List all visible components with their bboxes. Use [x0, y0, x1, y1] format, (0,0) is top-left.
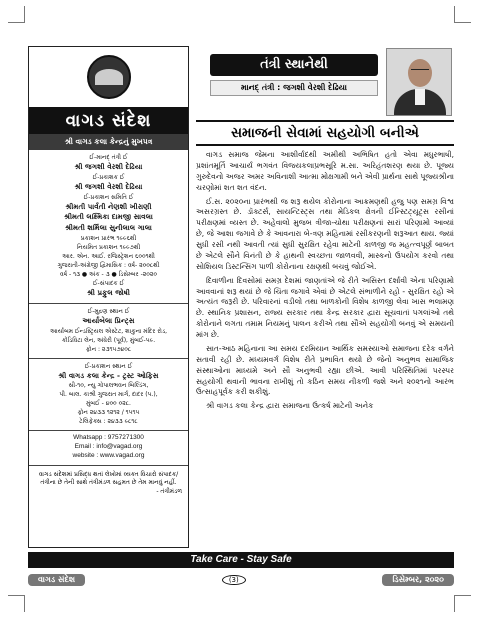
website-link[interactable]: website : www.vagad.org	[72, 451, 145, 459]
person-name: શ્રી જગશી વેરશી દેઢિયા	[74, 162, 143, 171]
person-name: શ્રીમતી શર્મિલા સુનીલાલ ગાલા	[65, 223, 152, 233]
crop-mark-top-right	[454, 6, 471, 23]
article-paragraph: વાગડ સમાજ જેમના આશીર્વાદથી અમીથી અભિષિત હતો એવા મધુરભાષી, પ્રશાંતમૂર્તિ આચાર્ય ભગવંત વિજયકલાપ્રભસૂરિ મ.સા. અરિહંતશરણ થયા છે. પૂજ્ય ગુરુદેવનો અજર અમર અવિનાશી આત્મા મોક્ષગામી બને એવી પ્રાર્થના સાથે પૂજ્યશ્રીના ચરણોમાં શત શત વંદન.	[196, 150, 454, 192]
printer-address: આર્યાબમ ઈન્ડસ્ટ્રિયલ એસ્ટેટ, શાકુના મંદિર રોડ,	[49, 327, 168, 335]
role-label: ઈ-મુદ્રણ સ્થાન ઈ	[87, 307, 130, 315]
role-label: ઈ-સંપાદક ઈ	[92, 279, 125, 287]
disclaimer	[29, 469, 188, 497]
divider	[29, 430, 188, 431]
issue-line: વર્ષ - ૧૩ ● અંક - ૩ ● ડિસેમ્બર -૨૦૨૦	[60, 270, 157, 278]
editorial-header	[196, 46, 454, 118]
article-paragraph: સાત-આઠ મહિનાના આ સમય દરમિયાન આર્થિક સમસ્યાઓ સમાજના દરેક વર્ગને સતાવી રહી છે. મધ્યમવર્ગ વિશેષ રીતે પ્રભાવિત થયો છે જેનો અનુભવ સામાજિક સંસ્થાઓના માધ્યમે અને સૌ અનુભવી રહ્યા છીએ. આવી પરિસ્થિતિમાં પરસ્પર સહયોગી થવાની ભાવના રાખીશું તો કઠિન સમય નીકળી જશે અને ૨૦૨૧નો આરંભ ઉત્સાહપૂર્વક કરી શકીશું.	[196, 343, 454, 397]
footer-publication: વાગડ સંદેશ	[28, 574, 85, 586]
registration-line: નિયમિત પ્રકાશન ૧૯૯૭થી	[76, 243, 141, 251]
vagad-emblem-icon	[87, 55, 131, 99]
whatsapp-contact: Whatsapp : 9757271300	[73, 434, 144, 442]
registration-line: પ્રકાશન પ્રારંભ ૧૯૯૬થી	[80, 234, 137, 242]
divider	[29, 303, 188, 304]
masthead-title: વાગડ સંદેશ	[29, 107, 188, 134]
article-title: સમાજની સેવામાં સહયોગી બનીએ	[196, 120, 454, 146]
article-paragraph: દિવાળીના દિવસોમાં સમગ્ર દેશમાં જાણતાંએ જે રીતે અસિસ્ત દર્શાવી એના પરિણામો આવવાનાં શરૂ થયાં છે જે ચિંતા જગાવે એવાં છે એટલે સંભાળીને રહો - સુરક્ષિત રહો એ અત્યંત જરૂરી છે. પરિવારનાં વડીલો તથા બાળકોની વિશેષ કાળજી લેવા ખાસ ભલામણ છે. સ્થાનિક પ્રશાસન, રાજ્ય સરકાર તથા કેન્દ્ર સરકાર દ્વારા સૂચવાતાં પગલાંઓ તથે કોરોનાને લગતા તમામ નિયમનું પાલન કરીએ તથા સૌએ સહયોગી બનવું એ સમયની માંગ છે.	[196, 275, 454, 339]
person-name: શ્રી પ્રફુલ જોષી	[87, 287, 130, 297]
masthead-panel	[28, 46, 189, 548]
slogan-band: Take Care - Stay Safe	[28, 552, 454, 568]
printer-phone: ફોન : ૨૩૧૫૭૪૦૮	[85, 345, 132, 353]
role-label: ઈ-પ્રકાશન સમિતિ ઈ	[83, 193, 134, 201]
office-fax: ટેલિફેક્સ : ૨૪૩૩ ૯૮૧૮	[79, 418, 138, 426]
person-name: શ્રી જગશી વેરશી દેઢિયા	[74, 181, 143, 191]
editor-credit: માનદ્ તંત્રી : જગશી વેરશી દેઢિયા	[210, 80, 378, 96]
office-phone: ફોન ૨૪૩૩ ૧૨૧૨ / ૧૫૧૫	[77, 409, 140, 417]
crop-mark-top-left	[8, 6, 25, 23]
article-paragraph: ઈ.સ. ૨૦૨૦ના પ્રારંભથી જ શરૂ થયેલ કોરોનાના આક્રમણથી હજુ પણ સમગ્ર વિશ્વ અસરગ્રસ્ત છે. ડૉક્ટર્સ, સાયન્ટિસ્ટ્સ તથા મેડિકલ ક્ષેત્રની ઈન્સ્ટિટ્યૂટ્સ રસીનાં પરીક્ષણમાં વ્યસ્ત છે. અહેવાલો મુજબ ત્રીજા-ચોથા પરીક્ષણનાં સારાં પરિણામો આવ્યાં છે, જે આશા જગાવે છે કે આવનારા બે-ત્રણ મહિનામાં રસીકરણની શરૂઆત થાય. જ્યાં સુધી રસી નથી આવતી ત્યાં સુધી સુરક્ષિત રહેવા માટેની કાળજી જ મહત્ત્વપૂર્ણ બાબત છે એટલે સૌને વિનંતી છે કે હાથની સ્વચ્છતા જાળવવી, માસ્કનો ઉપયોગ કરવો તથા સોશિયલ ડિસ્ટન્સિંગ પાળી કોરોનાના રક્ષણથી બચવું જોઈએ.	[196, 196, 454, 271]
disclaimer-text: વાગડ સંદેશમાં પ્રસિદ્ધ થતાં લેખોમાં વ્યક્ત વિચારો સંપાદક/તંત્રીના છે તેની સાથે તંત્રીમંડળ સહમત છે તેમ માનવું નહીં.	[38, 470, 179, 487]
role-label: ઈ-માનદ્ તંત્રી ઈ	[89, 154, 128, 161]
crop-mark-bottom-left	[8, 595, 25, 612]
footer-date: ડિસેમ્બર, ૨૦૨૦	[382, 574, 454, 586]
person-name: શ્રીમતી લક્ષ્મિકા દામજી સાવલા	[64, 212, 153, 222]
person-name: શ્રીમતી પાર્વતી નેણશી ખીરાણી	[65, 201, 152, 211]
divider	[29, 465, 188, 466]
publication-info	[29, 150, 188, 466]
page-footer	[28, 572, 454, 588]
photo-collar	[415, 89, 425, 105]
article-paragraph: શ્રી વાગડ કલા કેન્દ્ર દ્વારા સમાજના ઉત્કર્ષ માટેની અનેક	[206, 401, 374, 411]
printer-name: આર્યાબેલા પ્રિન્ટ્સ	[82, 315, 135, 325]
crop-mark-bottom-right	[454, 595, 471, 612]
role-label: ઈ-પ્રકાશન સ્થાન ઈ	[84, 362, 133, 370]
masthead-subtitle: શ્રી વાગડ કલા કેન્દ્રનું મુખપત્ર	[29, 134, 188, 150]
disclaimer-signature: - તંત્રીમંડળ	[156, 488, 182, 496]
registration-line: ગુજરાતી-અંગ્રેજી દ્વિમાસિક : વર્ષ- ૨૦૦૮થી	[57, 261, 160, 269]
logo-area	[29, 47, 188, 107]
article-body	[196, 150, 454, 412]
editor-photo	[386, 48, 452, 116]
editorial-banner: તંત્રી સ્થાનેથી	[210, 54, 378, 76]
office-name: શ્રી વાગડ કલા કેન્દ્ર - ટ્રસ્ટ ઓફિસ	[58, 370, 159, 380]
photo-spectacles	[411, 69, 429, 74]
office-address: પી. બાલ. કાશ્રી ગુજરાત માર્ગ, દાદર (પ.),	[59, 391, 158, 399]
role-label: ઈ-પ્રકાશક ઈ	[92, 173, 125, 181]
editorial-section	[196, 46, 454, 415]
divider	[29, 358, 188, 359]
page-number: (3)	[222, 575, 246, 585]
email-link[interactable]: Email : info@vagad.org	[74, 443, 143, 451]
printer-address: કોંડિવિટા લેન, અંધેરી (પૂર્વ), મુંબઈ-૫૯.	[61, 336, 156, 344]
registration-line: આર. એન. આઈ. રજિસ્ટ્રેશન ૬૦૦૧થી	[62, 252, 155, 260]
office-address: મુંબઈ - ૪૦૦ ૦૨૮.	[86, 400, 131, 408]
office-address: સી-૧૦, ન્યુ ગોપાલભવન બિલ્ડિંગ,	[68, 382, 149, 390]
